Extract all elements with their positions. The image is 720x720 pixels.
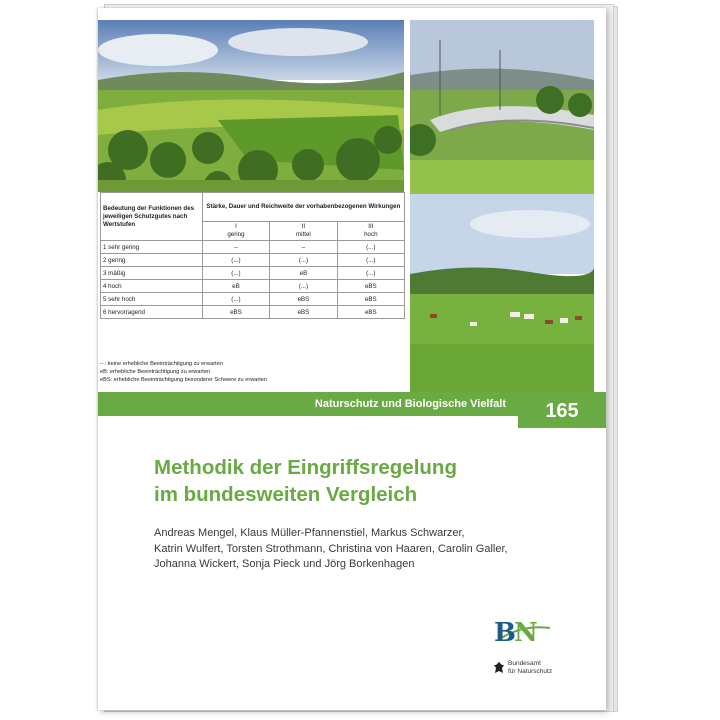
row-label: 4 hoch — [101, 280, 203, 293]
table-column: III hoch — [337, 222, 404, 241]
row-label: 5 sehr hoch — [101, 293, 203, 306]
table-row — [101, 241, 405, 254]
table-row — [101, 267, 405, 280]
highway-photo — [410, 20, 594, 198]
table-cell: (...) — [202, 293, 270, 306]
table-cell: (...) — [270, 280, 337, 293]
table-row — [101, 293, 405, 306]
table-cell: – — [270, 241, 337, 254]
author-line: Andreas Mengel, Klaus Müller-Pfannenstiel, Markus Schwarzer, — [154, 527, 465, 539]
table-cell: eB — [270, 267, 337, 280]
evaluation-table — [100, 192, 405, 319]
title-line: Methodik der Eingriffsregelung — [154, 456, 457, 479]
row-label: 6 hervorragend — [101, 306, 203, 319]
book-title — [154, 454, 574, 508]
legend-line: eBS: erhebliche Beeinträchtigung besonderer Schwere zu erwarten — [100, 377, 267, 383]
author-line: Katrin Wulfert, Torsten Strothmann, Christina von Haaren, Carolin Galler, — [154, 542, 508, 555]
series-number: 165 — [518, 392, 606, 428]
table-cell: eB — [202, 280, 270, 293]
table-cell: – — [202, 241, 270, 254]
table-cell: (...) — [202, 254, 270, 267]
table-cell: (...) — [337, 241, 404, 254]
table-head-left: Bedeutung der Funktionen des jeweiligen Schutzgutes nach Wertstufen — [101, 193, 203, 241]
legend-line: eB: erhebliche Beeinträchtigung zu erwarten — [100, 369, 211, 375]
table-cell: eBS — [202, 306, 270, 319]
table-legend — [100, 360, 267, 384]
table-head-top: Stärke, Dauer und Reichweite der vorhabenbezogenen Wirkungen — [202, 193, 404, 222]
pasture-photo — [410, 194, 594, 392]
row-label: 2 gering — [101, 254, 203, 267]
legend-line: – : keine erhebliche Beeinträchtigung zu erwarten — [100, 361, 223, 367]
book-cover — [98, 8, 606, 710]
table-cell: eBS — [270, 306, 337, 319]
row-label: 3 mäßig — [101, 267, 203, 280]
logo-mark: BN — [494, 618, 536, 648]
table-column: II mittel — [270, 222, 337, 241]
series-name: Naturschutz und Biologische Vielfalt — [98, 392, 518, 416]
bfn-logo — [488, 618, 584, 688]
eagle-icon — [494, 662, 504, 674]
landscape-photo — [98, 20, 404, 198]
table-row — [101, 306, 405, 319]
table-cell: (...) — [337, 254, 404, 267]
author-list — [154, 526, 584, 573]
title-line: im bundesweiten Vergleich — [154, 483, 418, 506]
table-row — [101, 280, 405, 293]
evaluation-table-panel — [98, 192, 406, 392]
table-cell: eBS — [270, 293, 337, 306]
table-column: I gering — [202, 222, 270, 241]
row-label: 1 sehr gering — [101, 241, 203, 254]
table-cell: eBS — [337, 293, 404, 306]
logo-text: Bundesamt für Naturschutz — [508, 660, 553, 675]
author-line: Johanna Wickert, Sonja Pieck und Jörg Borkenhagen — [154, 558, 415, 570]
table-cell: eBS — [337, 280, 404, 293]
table-row — [101, 254, 405, 267]
table-cell: (...) — [202, 267, 270, 280]
table-cell: (...) — [337, 267, 404, 280]
table-cell: eBS — [337, 306, 404, 319]
table-cell: (...) — [270, 254, 337, 267]
